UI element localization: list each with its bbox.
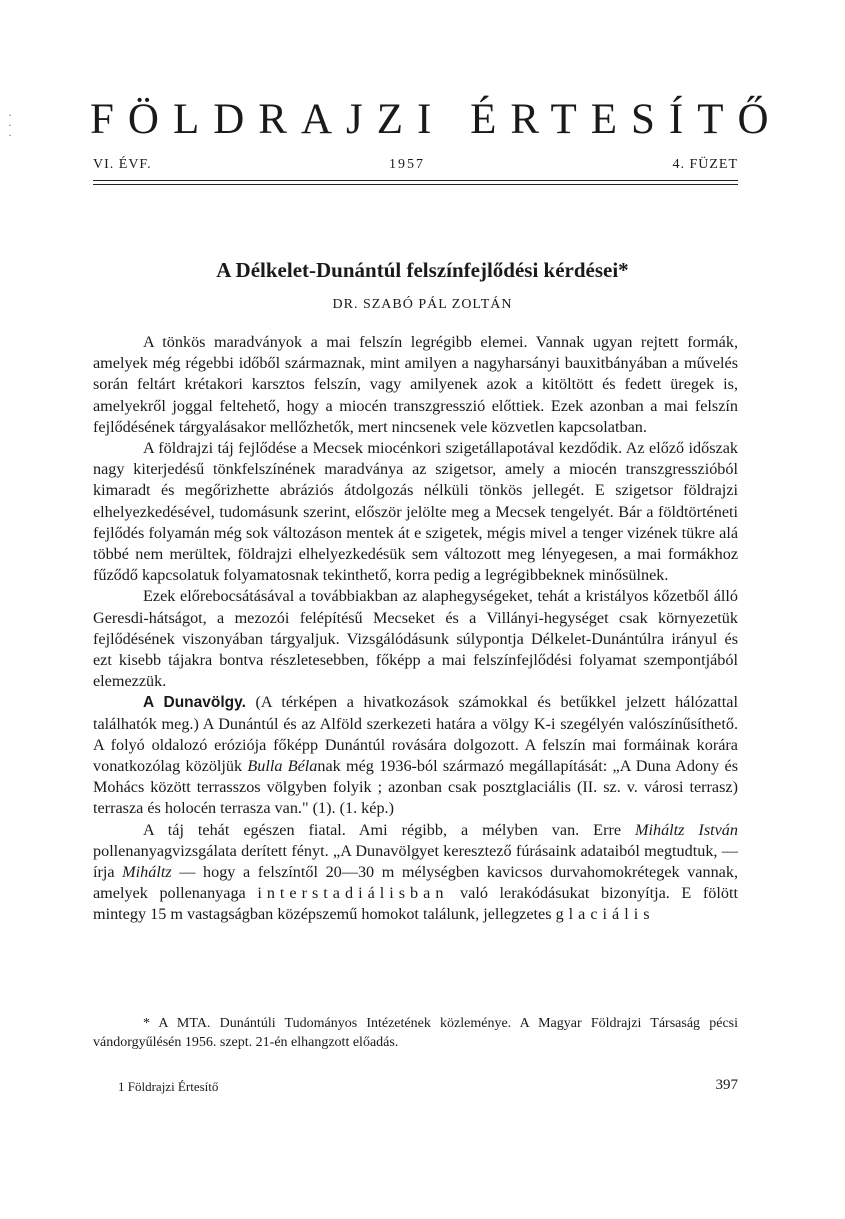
paragraph xyxy=(93,692,738,819)
section-heading: A Dunavölgy. xyxy=(143,694,246,712)
issue-label: 4. FÜZET xyxy=(672,157,738,172)
article-body xyxy=(93,332,738,926)
cited-author: Miháltz xyxy=(122,863,172,882)
paragraph-text: pollenanyagvizsgálata derített fényt. „A Dunavölgyet keresztező fúrásaink adataiból megtudtuk, — írja xyxy=(93,841,738,882)
cited-author: Bulla Béla xyxy=(247,757,318,776)
emphasized-term: glaciális xyxy=(555,905,655,924)
paragraph xyxy=(93,820,738,926)
issue-info xyxy=(93,157,738,177)
cited-author: Miháltz István xyxy=(635,820,738,839)
paragraph-text: nak még 1936-ból származó megállapítását: „A Duna Adony és Mohács között terrasszos völgyben folyik ; azonban csak posztglaciális (II. sz. v. városi terrasz) terrasza és holocén terrasza van." (1). (1. kép.) xyxy=(93,757,738,818)
footnote xyxy=(93,1014,738,1052)
paragraph-text: A táj tehát egészen fiatal. Ami régibb, a mélyben van. Erre xyxy=(143,820,635,839)
paragraph: A földrajzi táj fejlődése a Mecsek miocénkori szigetállapotával kezdődik. Az előző időszak nagy kiterjedésű tönkfelszínének maradványa az szigetsor, amely a miocén transzgresszióból kimaradt és megőrizhette abráziós átdolgozás nélküli tönkös jellegét. E szigetsor földrajzi elhelyezkedésével, tudomásunk szerint, először jelölte meg a Mecsek tengelyét. Bár a földtörténeti fejlődés folyamán még sok változáson mentek át e szigetek, mégis mivel a tenger vizének tükre alá többé nem merültek, földrajzi elhelyezkedésük sem változott meg lényegesen, a mai formákhoz fűződő kapcsolatuk folyamatosnak tekinthető, korra pedig a legrégibbeknek minősülnek. xyxy=(93,439,738,585)
page-number: 397 xyxy=(715,1077,738,1093)
article-title: A Délkelet-Dunántúl felszínfejlődési kérdései* xyxy=(216,258,629,282)
volume-label: VI. ÉVF. xyxy=(93,157,152,172)
margin-mark: · · · xyxy=(8,108,12,142)
header-rule-thin xyxy=(93,184,738,185)
paragraph-text: való lerakódásukat bizonyítja. E fölött mintegy 15 m vastagságban középszemű homokot találunk, jellegzetes xyxy=(93,884,738,924)
paragraph-text: (A térképen a hivatkozások számokkal és betűkkel jelzett hálózattal találhatók meg.) A Dunántúl és az Alföld szerkezeti határa a völgy K-i szegélyén valószínűsíthető. A folyó oldalozó eróziója főképp Dunántúl rovására dolgozott. A felszín mai formáinak korára vonatkozólag közöljük xyxy=(93,693,738,776)
paragraph-text: — hogy a felszíntől 20—30 m mélységben kavicsos durvahomokrétegek vannak, amelyek pollenanyaga xyxy=(93,863,738,903)
footnote-text: * A MTA. Dunántúli Tudományos Intézetének közleménye. A Magyar Földrajzi Társaság pécsi vándorgyűlésén 1956. szept. 21-én elhangzott előadás. xyxy=(93,1016,738,1050)
author-name: DR. SZABÓ PÁL ZOLTÁN xyxy=(332,297,513,312)
year-label: 1957 xyxy=(389,157,425,172)
journal-title: FÖLDRAJZI ÉRTESÍTŐ xyxy=(90,96,783,143)
emphasized-term: interstadiálisban xyxy=(257,884,449,903)
paragraph: Ezek előrebocsátásával a továbbiakban az alaphegységeket, tehát a kristályos kőzetből álló Geresdi-hátságot, a mezozói felépítésű Mecseket és a Villányi-hegységet csak környezetük fejlődésének viszonyában tárgyaljuk. Vizsgálódásunk súlypontja Délkelet-Dunántúlra irányul és ezt kisebb tájakra bontva részletesebben, főképp a mai felszínfejlődési folyamat szempontjából elemezzük. xyxy=(93,587,738,691)
header-rule xyxy=(93,180,738,181)
paragraph: A tönkös maradványok a mai felszín legrégibb elemei. Vannak ugyan rejtett formák, amelyek még régebbi időből származnak, mint amilyen a nagyharsányi bauxitbányában a művelés során feltárt krétakori karsztos felszín, vagy amilyenek azok a kitöltött és fedett üregek is, amelyekről joggal feltehető, hogy a miocén transzgresszió előttiek. Ezek azonban a mai felszín fejlődésének tárgyalásakor mellőzhetők, mert nincsenek vele közvetlen kapcsolatban. xyxy=(93,333,738,436)
footer-signature: 1 Földrajzi Értesítő xyxy=(118,1079,219,1094)
